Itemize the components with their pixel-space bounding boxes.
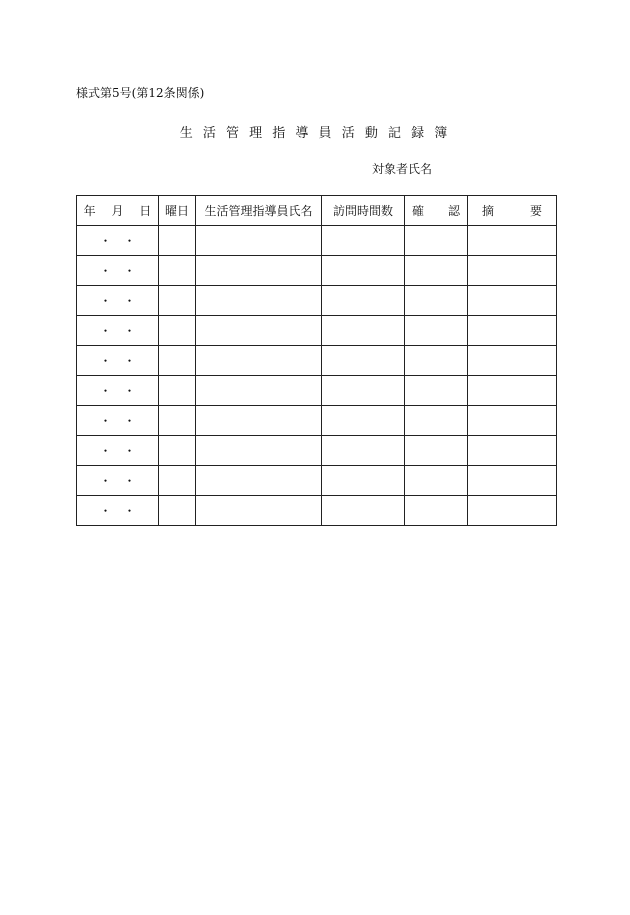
- weekday-cell: [159, 376, 196, 406]
- confirmation-cell: [405, 466, 468, 496]
- instructor-name-cell: [196, 436, 322, 466]
- form-number: 様式第5号(第12条関係): [76, 86, 205, 100]
- visit-hours-cell: [322, 496, 405, 526]
- confirmation-cell: [405, 226, 468, 256]
- instructor-name-cell: [196, 346, 322, 376]
- table-row: [77, 286, 557, 316]
- table-row: [77, 466, 557, 496]
- visit-hours-cell: [322, 436, 405, 466]
- header-weekday: 曜日: [159, 196, 196, 226]
- activity-record-table: [76, 195, 557, 526]
- visit-hours-cell: [322, 316, 405, 346]
- date-cell: ・ ・: [77, 466, 159, 496]
- table-row: [77, 346, 557, 376]
- confirmation-cell: [405, 286, 468, 316]
- weekday-cell: [159, 226, 196, 256]
- instructor-name-cell: [196, 256, 322, 286]
- document-title: 生 活 管 理 指 導 員 活 動 記 録 簿: [179, 126, 451, 141]
- visit-hours-cell: [322, 226, 405, 256]
- visit-hours-cell: [322, 376, 405, 406]
- confirmation-cell: [405, 376, 468, 406]
- remarks-cell: [468, 316, 557, 346]
- confirmation-cell: [405, 406, 468, 436]
- date-cell: ・ ・: [77, 316, 159, 346]
- weekday-cell: [159, 436, 196, 466]
- remarks-cell: [468, 226, 557, 256]
- subject-name-label: 対象者氏名: [372, 162, 433, 176]
- instructor-name-cell: [196, 286, 322, 316]
- instructor-name-cell: [196, 466, 322, 496]
- visit-hours-cell: [322, 256, 405, 286]
- date-cell: ・ ・: [77, 436, 159, 466]
- weekday-cell: [159, 316, 196, 346]
- visit-hours-cell: [322, 406, 405, 436]
- date-cell: ・ ・: [77, 376, 159, 406]
- remarks-cell: [468, 376, 557, 406]
- remarks-cell: [468, 286, 557, 316]
- weekday-cell: [159, 256, 196, 286]
- table-row: [77, 256, 557, 286]
- table-body: [77, 226, 557, 526]
- visit-hours-cell: [322, 346, 405, 376]
- instructor-name-cell: [196, 226, 322, 256]
- confirmation-cell: [405, 316, 468, 346]
- confirmation-cell: [405, 496, 468, 526]
- remarks-cell: [468, 256, 557, 286]
- confirmation-cell: [405, 346, 468, 376]
- instructor-name-cell: [196, 376, 322, 406]
- visit-hours-cell: [322, 286, 405, 316]
- table-row: [77, 436, 557, 466]
- visit-hours-cell: [322, 466, 405, 496]
- header-visit-hours: 訪問時間数: [322, 196, 405, 226]
- weekday-cell: [159, 406, 196, 436]
- date-cell: ・ ・: [77, 346, 159, 376]
- table-row: [77, 406, 557, 436]
- remarks-cell: [468, 406, 557, 436]
- date-cell: ・ ・: [77, 406, 159, 436]
- remarks-cell: [468, 466, 557, 496]
- date-cell: ・ ・: [77, 256, 159, 286]
- remarks-cell: [468, 436, 557, 466]
- table-row: [77, 376, 557, 406]
- weekday-cell: [159, 496, 196, 526]
- header-confirmation: 確 認: [405, 196, 468, 226]
- weekday-cell: [159, 346, 196, 376]
- instructor-name-cell: [196, 496, 322, 526]
- header-date: 年 月 日: [77, 196, 159, 226]
- instructor-name-cell: [196, 406, 322, 436]
- table-row: [77, 496, 557, 526]
- remarks-cell: [468, 346, 557, 376]
- remarks-cell: [468, 496, 557, 526]
- table-row: [77, 226, 557, 256]
- header-instructor-name: 生活管理指導員氏名: [196, 196, 322, 226]
- confirmation-cell: [405, 436, 468, 466]
- weekday-cell: [159, 466, 196, 496]
- table-header-row: [77, 196, 557, 226]
- confirmation-cell: [405, 256, 468, 286]
- table-row: [77, 316, 557, 346]
- instructor-name-cell: [196, 316, 322, 346]
- date-cell: ・ ・: [77, 496, 159, 526]
- date-cell: ・ ・: [77, 226, 159, 256]
- header-remarks: 摘 要: [468, 196, 557, 226]
- weekday-cell: [159, 286, 196, 316]
- date-cell: ・ ・: [77, 286, 159, 316]
